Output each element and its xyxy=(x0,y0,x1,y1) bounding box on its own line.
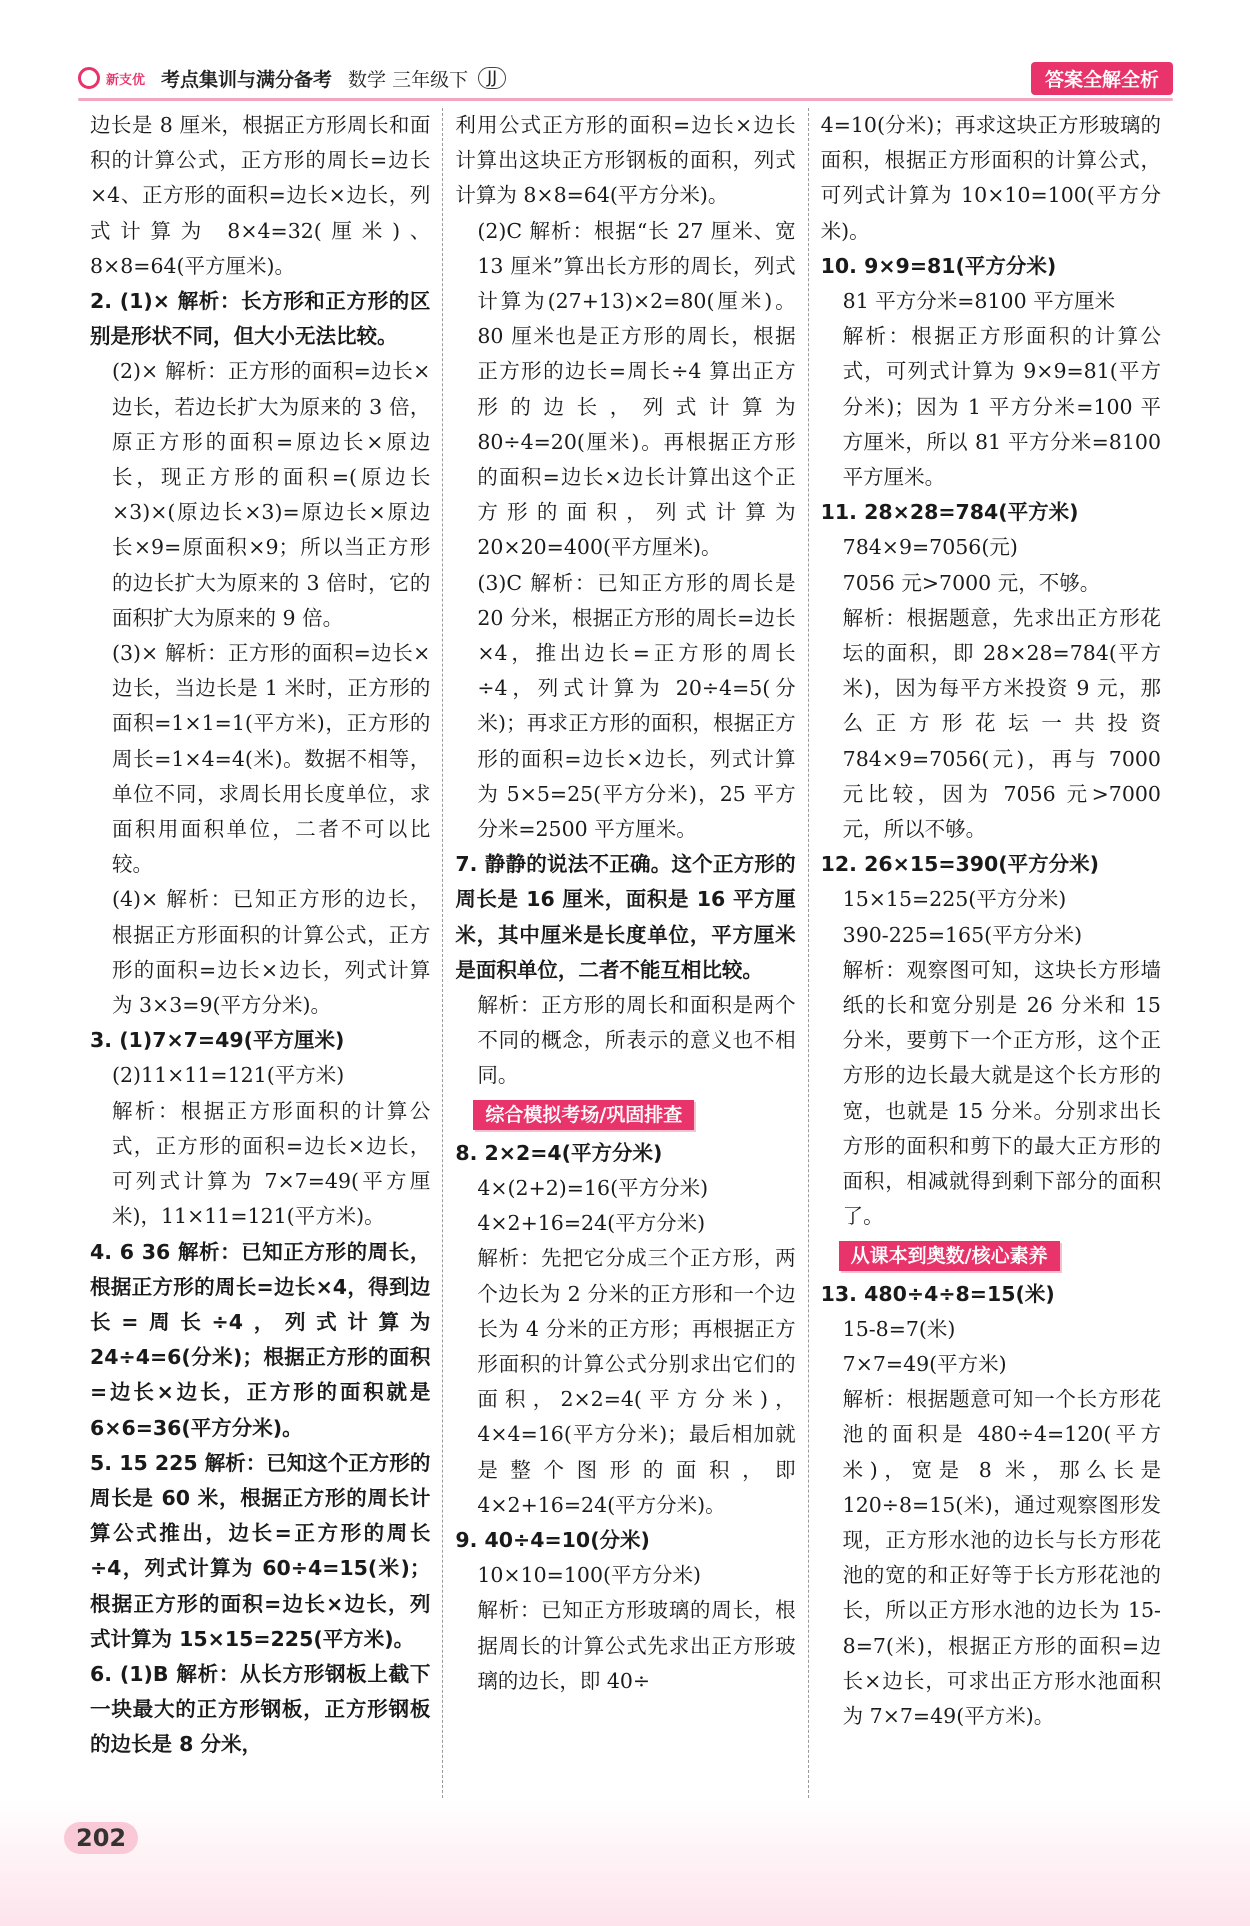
question-8-step-3: 4×2+16=24(平方分米) xyxy=(477,1211,706,1236)
question-2-4: (4)× 解析：已知正方形的边长，根据正方形面积的计算公式，正方形的面积=边长×边长，列式计算为 3×3=9(平方分米)。 xyxy=(112,887,431,1018)
section-banner-review: 综合模拟考场/巩固排查 xyxy=(473,1100,694,1130)
series-title: 考点集训与满分备考 xyxy=(161,68,333,91)
question-12: 12. 26×15=390(平方分米) xyxy=(820,852,1100,877)
question-12-analysis: 解析：观察图可知，这块长方形墙纸的长和宽分别是 26 分米和 15 分米，要剪下一个正方形，这个正方形的边长最大就是这个长方形的宽，也就是 15 分米。分别求出长方形的面积和剪下的最大正方形的面积，相减就得到剩下部分的面积了。 xyxy=(842,957,1161,1229)
column-1 xyxy=(78,108,442,1818)
question-10: 10. 9×9=81(平方分米) xyxy=(820,253,1057,278)
question-9: 9. 40÷4=10(分米) xyxy=(455,1527,650,1552)
question-9-step-2: 10×10=100(平方分米) xyxy=(477,1563,701,1588)
page-header xyxy=(78,60,1173,96)
question-11-analysis: 解析：根据题意，先求出正方形花坛的面积，即 28×28=784(平方米)，因为每平方米投资 9 元，那么正方形花坛一共投资 784×9=7056(元)，再与 7000 元比较，因为 7056 元>7000 元，所以不够。 xyxy=(842,605,1161,842)
question-6-1: 6. (1)B 解析：从长方形钢板上截下一块最大的正方形钢板，正方形钢板的边长是 8 分米， xyxy=(90,1661,431,1757)
column-2 xyxy=(442,108,807,1818)
question-11-step-2: 784×9=7056(元) xyxy=(842,535,1018,560)
question-4: 4. 6 36 解析：已知正方形的周长，根据正方形的周长=边长×4，得到边长=周长÷4，列式计算为 24÷4=6(分米)；根据正方形的面积=边长×边长，正方形的面积就是 6×6=36(平方分米)。 xyxy=(90,1239,431,1440)
question-3-2: (2)11×11=121(平方米) xyxy=(112,1063,345,1088)
question-2-2: (2)× 解析：正方形的面积=边长×边长，若边长扩大为原来的 3 倍，原正方形的面积=原边长×原边长，现正方形的面积=(原边长×3)×(原边长×3)=原边长×原边长×9=原面积×9；所以当正方形的边长扩大为原来的 3 倍时，它的面积扩大为原来的 9 倍。 xyxy=(112,359,431,630)
question-10-analysis: 解析：根据正方形面积的计算公式，可列式计算为 9×9=81(平方分米)；因为 1 平方分米=100 平方厘米，所以 81 平方分米=8100 平方厘米。 xyxy=(842,324,1161,490)
question-11: 11. 28×28=784(平方米) xyxy=(820,500,1079,525)
header-rule xyxy=(78,98,1173,101)
question-2-1: 2. (1)× 解析：长方形和正方形的区别是形状不同，但大小无法比较。 xyxy=(90,289,431,349)
question-13: 13. 480÷4÷8=15(米) xyxy=(820,1281,1055,1306)
question-12-step-3: 390-225=165(平方分米) xyxy=(842,922,1083,947)
brand-logo-icon xyxy=(78,67,100,89)
answer-columns xyxy=(78,108,1173,1818)
question-13-analysis: 解析：根据题意可知一个长方形花池的面积是 480÷4=120(平方米)，宽是 8 米，那么长是 120÷8=15(米)，通过观察图形发现，正方形水池的边长与长方形花池的宽的和正好等于长方形花池的长，所以正方形水池的边长为 15-8=7(米)，根据正方形的面积=边长×边长，可求出正方形水池面积为 7×7=49(平方米)。 xyxy=(842,1387,1161,1728)
question-7: 7. 静静的说法不正确。这个正方形的周长是 16 厘米，面积是 16 平方厘米，其中厘米是长度单位，平方厘米是面积单位，二者不能互相比较。 xyxy=(455,852,796,982)
edition-badge: JJ xyxy=(478,67,506,89)
answer-paragraph: 4=10(分米)；再求这块正方形玻璃的面积，根据正方形面积的计算公式，可列式计算为 10×10=100(平方分米)。 xyxy=(820,113,1161,243)
page-number: 202 xyxy=(64,1822,138,1854)
question-13-step-3: 7×7=49(平方米) xyxy=(842,1351,1007,1376)
question-8-step-2: 4×(2+2)=16(平方分米) xyxy=(477,1175,709,1200)
question-12-step-2: 15×15=225(平方分米) xyxy=(842,887,1067,912)
footer-band xyxy=(0,1800,1250,1926)
question-5: 5. 15 225 解析：已知这个正方形的周长是 60 米，根据正方形的周长计算公式推出，边长=正方形的周长÷4，列式计算为 60÷4=15(米)；根据正方形的面积=边长×边长，列式计算为 15×15=225(平方米)。 xyxy=(90,1450,431,1651)
subject-grade: 数学 三年级下 xyxy=(348,68,469,91)
question-11-step-3: 7056 元>7000 元，不够。 xyxy=(842,570,1101,595)
question-13-step-2: 15-8=7(米) xyxy=(842,1316,956,1341)
question-2-3: (3)× 解析：正方形的面积=边长×边长，当边长是 1 米时，正方形的面积=1×1=1(平方米)，正方形的周长=1×4=4(米)。数据不相等，单位不同，求周长用长度单位，求面积用面积单位，二者不可以比较。 xyxy=(112,641,431,877)
question-8: 8. 2×2=4(平方分米) xyxy=(455,1140,663,1165)
brand-name: 新支优 xyxy=(106,72,146,88)
question-8-analysis: 解析：先把它分成三个正方形，两个边长为 2 分米的正方形和一个边长为 4 分米的正方形；再根据正方形面积的计算公式分别求出它们的面积，2×2=4(平方分米)，4×4=16(平方分米)；最后相加就是整个图形的面积，即 4×2+16=24(平方分米)。 xyxy=(477,1246,796,1517)
answer-tag: 答案全解全析 xyxy=(1031,62,1173,95)
answer-paragraph: 利用公式正方形的面积=边长×边长计算出这块正方形钢板的面积，列式计算为 8×8=64(平方分米)。 xyxy=(455,113,796,208)
question-3-1: 3. (1)7×7=49(平方厘米) xyxy=(90,1028,345,1053)
question-6-2: (2)C 解析：根据“长 27 厘米、宽 13 厘米”算出长方形的周长，列式计算为(27+13)×2=80(厘米)。80 厘米也是正方形的周长，根据正方形的边长=周长÷4 算出正方形的边长，列式计算为 80÷4=20(厘米)。再根据正方形的面积=边长×边长计算出这个正方形的面积，列式计算为 20×20=400(平方厘米)。 xyxy=(477,218,796,560)
column-3 xyxy=(808,108,1173,1818)
question-10-step-2: 81 平方分米=8100 平方厘米 xyxy=(842,289,1116,314)
question-3-analysis: 解析：根据正方形面积的计算公式，正方形的面积=边长×边长，可列式计算为 7×7=49(平方厘米)，11×11=121(平方米)。 xyxy=(112,1098,431,1229)
question-9-analysis: 解析：已知正方形玻璃的周长，根据周长的计算公式先求出正方形玻璃的边长，即 40÷ xyxy=(477,1598,796,1693)
question-6-3: (3)C 解析：已知正方形的周长是 20 分米，根据正方形的周长=边长×4，推出边长=正方形的周长÷4，列式计算为 20÷4=5(分米)；再求正方形的面积，根据正方形的面积=边长×边长，列式计算为 5×5=25(平方分米)，25 平方分米=2500 平方厘米。 xyxy=(477,570,796,842)
section-banner-core: 从课本到奥数/核心素养 xyxy=(839,1241,1060,1271)
question-7-analysis: 解析：正方形的周长和面积是两个不同的概念，所表示的意义也不相同。 xyxy=(477,993,796,1088)
answer-paragraph: 边长是 8 厘米，根据正方形周长和面积的计算公式，正方形的周长=边长×4、正方形的面积=边长×边长，列式计算为 8×4=32(厘米)、8×8=64(平方厘米)。 xyxy=(90,113,431,278)
